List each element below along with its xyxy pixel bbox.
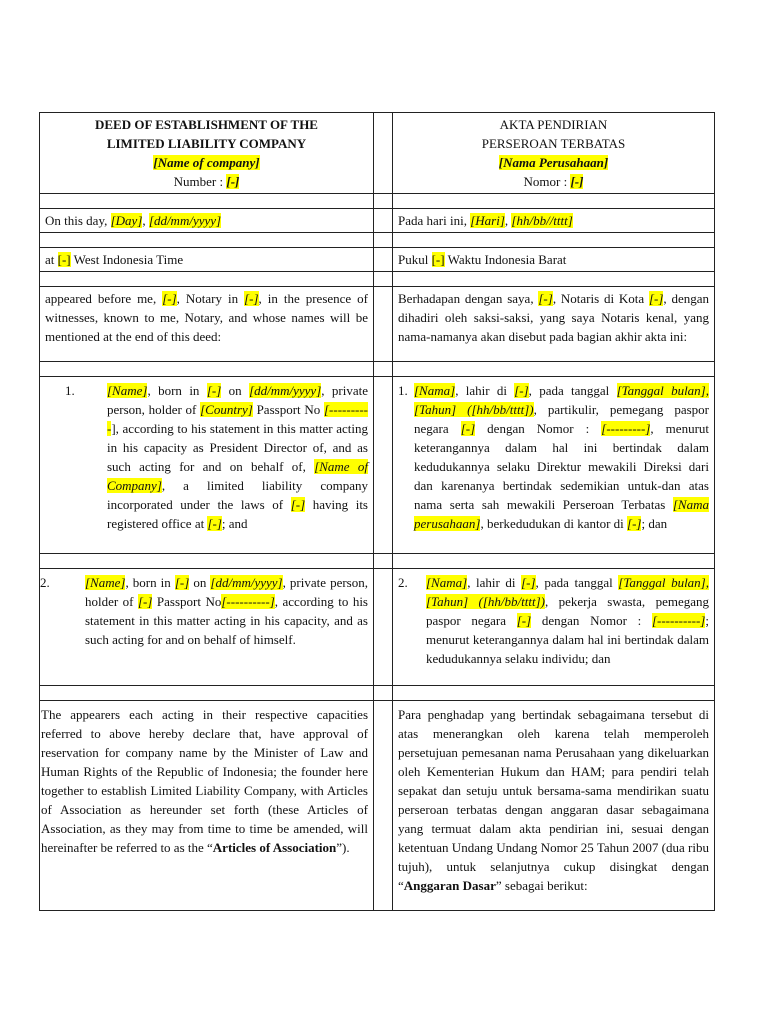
english-item-1-text: [Name], born in [-] on [dd/mm/yyyy], private person, holder of [Country] Passport No [----------], according to his statement in this matter acting in his capacity as President Director of, and as such acting for and on behalf of, [Name of Company], a limited liability company incorporated under the laws of [-] having its registered office at [-]; and (107, 383, 369, 531)
english-item-2-number: 2. (40, 575, 50, 590)
english-appearer-2 (40, 569, 374, 686)
spacer-row (40, 272, 715, 287)
indonesian-day-placeholder: [Hari] (470, 213, 505, 228)
indonesian-title-line-1: AKTA PENDIRIAN (499, 117, 608, 132)
english-title-line-1: DEED OF ESTABLISHMENT OF THE (95, 117, 318, 132)
english-day-placeholder: [Day] (110, 213, 143, 228)
indonesian-declaration-paragraph: Para penghadap yang bertindak sebagaimana tersebut di atas menerangkan oleh karena telah memperoleh persetujuan pemesanan nama Perusahaan yang dikeluarkan oleh Kementerian Hukum dan HAM; para pendiri telah sepakat dan setuju untuk bersama-sama mendirikan suatu perseroan terbatas dengan anggaran dasar sebagaimana yang termuat dalam akta pendirian ini, sesuai dengan ketentuan Undang Undang Nomor 25 Tahun 2007 (dua ribu tujuh), untuk selanjutnya cukup disingkat dengan “Anggaran Dasar” sebagai berikut: (393, 701, 715, 911)
spacer-row (40, 233, 715, 248)
indonesian-title-line-2: PERSEROAN TERBATAS (481, 136, 626, 151)
indonesian-appearer-1 (393, 377, 715, 554)
spacer-cell (374, 113, 393, 194)
spacer-row (40, 194, 715, 209)
declaration-row (40, 701, 715, 911)
heading-row (40, 113, 715, 194)
indonesian-time-line: Pukul [-] Waktu Indonesia Barat (393, 248, 715, 272)
indonesian-item-1-number: 1. (398, 383, 408, 398)
appearer-2-row (40, 569, 715, 686)
indonesian-item-2-text: [Nama], lahir di [-], pada tanggal [Tanggal bulan], [Tahun] ([hh/bb/tttt]), pekerja swasta, pemegang paspor negara [-] dengan Nomor : [----------]; menurut keterangannya dalam hal ini bertindak dalam kedudukannya selaku individu; dan (426, 575, 709, 666)
indonesian-heading (393, 113, 715, 194)
english-date-line: On this day, [Day], [dd/mm/yyyy] (40, 209, 374, 233)
english-time-line: at [-] West Indonesia Time (40, 248, 374, 272)
english-heading (40, 113, 374, 194)
english-appearance-paragraph: appeared before me, [-], Notary in [-], in the presence of witnesses, known to me, Notary, and whose names will be mentioned at the end of this deed: (40, 287, 374, 362)
spacer-row (40, 686, 715, 701)
indonesian-company-placeholder: [Nama Perusahaan] (498, 155, 609, 170)
english-item-2-text: [Name], born in [-] on [dd/mm/yyyy], private person, holder of [-] Passport No[----------], according to his statement in this matter acting in his capacity, and as such acting for and on behalf of himself. (85, 575, 368, 647)
english-date-placeholder: [dd/mm/yyyy] (148, 213, 222, 228)
indonesian-item-2-number: 2. (398, 575, 408, 590)
indonesian-appearer-2 (393, 569, 715, 686)
indonesian-item-1-text: [Nama], lahir di [-], pada tanggal [Tanggal bulan], [Tahun] ([hh/bb/tttt]), partikulir, pemegang paspor negara [-] dengan Nomor : [---------], menurut keterangannya dalam hal ini bertindak dalam kedudukannya selaku Direktur mewakili Direksi dari dan karenanya bertindak sedemikian untuk-dan atas nama serta sah mewakili Perseroan Terbatas [Nama perusahaan], berkedudukan di kantor di [-]; dan (414, 383, 710, 531)
appearance-row (40, 287, 715, 362)
english-number-placeholder: [-] (226, 174, 240, 189)
date-row (40, 209, 715, 233)
english-declaration-paragraph: The appearers each acting in their respective capacities referred to above hereby declare that, have approval of reservation for company name by the Minister of Law and Human Rights of the Republic of Indonesia; the founder here together to establish Limited Liability Company, with Articles of Association as hereunder set forth (these Articles of Association, as they may from time to time be amended, will hereinafter be referred to as the “Articles of Association”). (40, 701, 374, 911)
english-company-placeholder: [Name of company] (153, 155, 260, 170)
indonesian-time-placeholder: [-] (431, 252, 445, 267)
indonesian-number-placeholder: [-] (570, 174, 584, 189)
indonesian-appearance-paragraph: Berhadapan dengan saya, [-], Notaris di Kota [-], dengan dihadiri oleh saksi-saksi, yang saya Notaris kenal, yang nama-namanya akan disebut pada bagian akhir akta ini: (393, 287, 715, 362)
english-appearer-1 (40, 377, 374, 554)
english-number-label: Number : (173, 174, 227, 189)
english-title-line-2: LIMITED LIABILITY COMPANY (106, 136, 307, 151)
spacer-row (40, 362, 715, 377)
indonesian-date-line: Pada hari ini, [Hari], [hh/bb//tttt] (393, 209, 715, 233)
appearer-1-row (40, 377, 715, 554)
indonesian-date-placeholder: [hh/bb//tttt] (511, 213, 573, 228)
bilingual-deed-table (39, 112, 715, 911)
english-item-1-number: 1. (65, 383, 75, 398)
indonesian-number-label: Nomor : (523, 174, 571, 189)
time-row (40, 248, 715, 272)
english-time-placeholder: [-] (57, 252, 71, 267)
spacer-row (40, 554, 715, 569)
